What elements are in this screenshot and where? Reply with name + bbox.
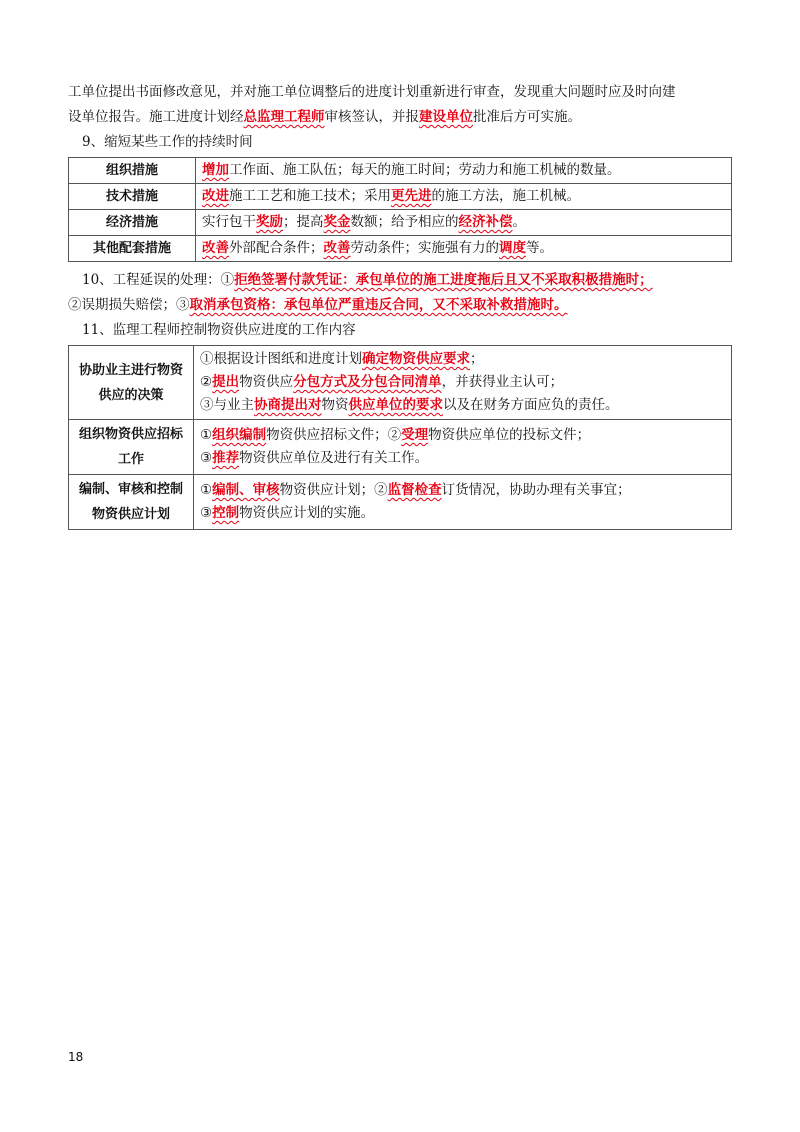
table-row xyxy=(69,420,732,475)
row-label: 组织措施 xyxy=(69,158,196,184)
row-content: ①根据设计图纸和进度计划确定物资供应要求； ②提出物资供应分包方式及分包合同清单，并获得业主认可； ③与业主协商提出对物资供应单位的要求以及在财务方面应负的责任。 xyxy=(194,346,732,420)
row-content: 增加工作面、施工队伍；每天的施工时间；劳动力和施工机械的数量。 xyxy=(196,158,732,184)
page-number: 18 xyxy=(68,1050,84,1064)
shorten-duration-table xyxy=(68,157,732,262)
table-row xyxy=(69,184,732,210)
row-content: 改进施工工艺和施工技术；采用更先进的施工方法，施工机械。 xyxy=(196,184,732,210)
table-row xyxy=(69,158,732,184)
table-row xyxy=(69,236,732,262)
table-row xyxy=(69,346,732,420)
material-supply-table xyxy=(68,345,732,530)
row-label: 经济措施 xyxy=(69,210,196,236)
document-page xyxy=(68,80,732,530)
section11-title: 11、监理工程师控制物资供应进度的工作内容 xyxy=(82,322,356,338)
row-label: 编制、审核和控制物资供应计划 xyxy=(69,475,194,530)
highlight-refuse-payment: 拒绝签署付款凭证：承包单位的施工进度拖后且又不采取积极措施时； xyxy=(234,272,653,288)
row-content: 改善外部配合条件；改善劳动条件；实施强有力的调度等。 xyxy=(196,236,732,262)
highlight-construction-unit: 建设单位 xyxy=(419,109,473,125)
row-content: 实行包干奖励；提高奖金数额；给予相应的经济补偿。 xyxy=(196,210,732,236)
intro-line1: 工单位提出书面修改意见，并对施工单位调整后的进度计划重新进行审查，发现重大问题时应及时向建 xyxy=(68,84,676,100)
row-label: 协助业主进行物资供应的决策 xyxy=(69,346,194,420)
section10-paragraph: 10、工程延误的处理：①拒绝签署付款凭证：承包单位的施工进度拖后且又不采取积极措施时； ②误期损失赔偿；③取消承包资格：承包单位严重违反合同，又不采取补救措施时。 xyxy=(68,272,653,313)
row-content: ①组织编制物资供应招标文件；②受理物资供应单位的投标文件； ③推荐物资供应单位及进行有关工作。 xyxy=(194,420,732,475)
row-content: ①编制、审核物资供应计划；②监督检查订货情况，协助办理有关事宜； ③控制物资供应计划的实施。 xyxy=(194,475,732,530)
highlight-chief-engineer: 总监理工程师 xyxy=(243,109,325,125)
table-row xyxy=(69,475,732,530)
table-row xyxy=(69,210,732,236)
row-label: 组织物资供应招标工作 xyxy=(69,420,194,475)
highlight-cancel-qualification: 取消承包资格：承包单位严重违反合同，又不采取补救措施时。 xyxy=(189,297,568,313)
row-label: 技术措施 xyxy=(69,184,196,210)
row-label: 其他配套措施 xyxy=(69,236,196,262)
section9-title: 9、缩短某些工作的持续时间 xyxy=(82,134,253,150)
intro-paragraph: 工单位提出书面修改意见，并对施工单位调整后的进度计划重新进行审查，发现重大问题时应及时向建 设单位报告。施工进度计划经总监理工程师审核签认，并报建设单位批准后方可实施。 xyxy=(68,84,676,125)
